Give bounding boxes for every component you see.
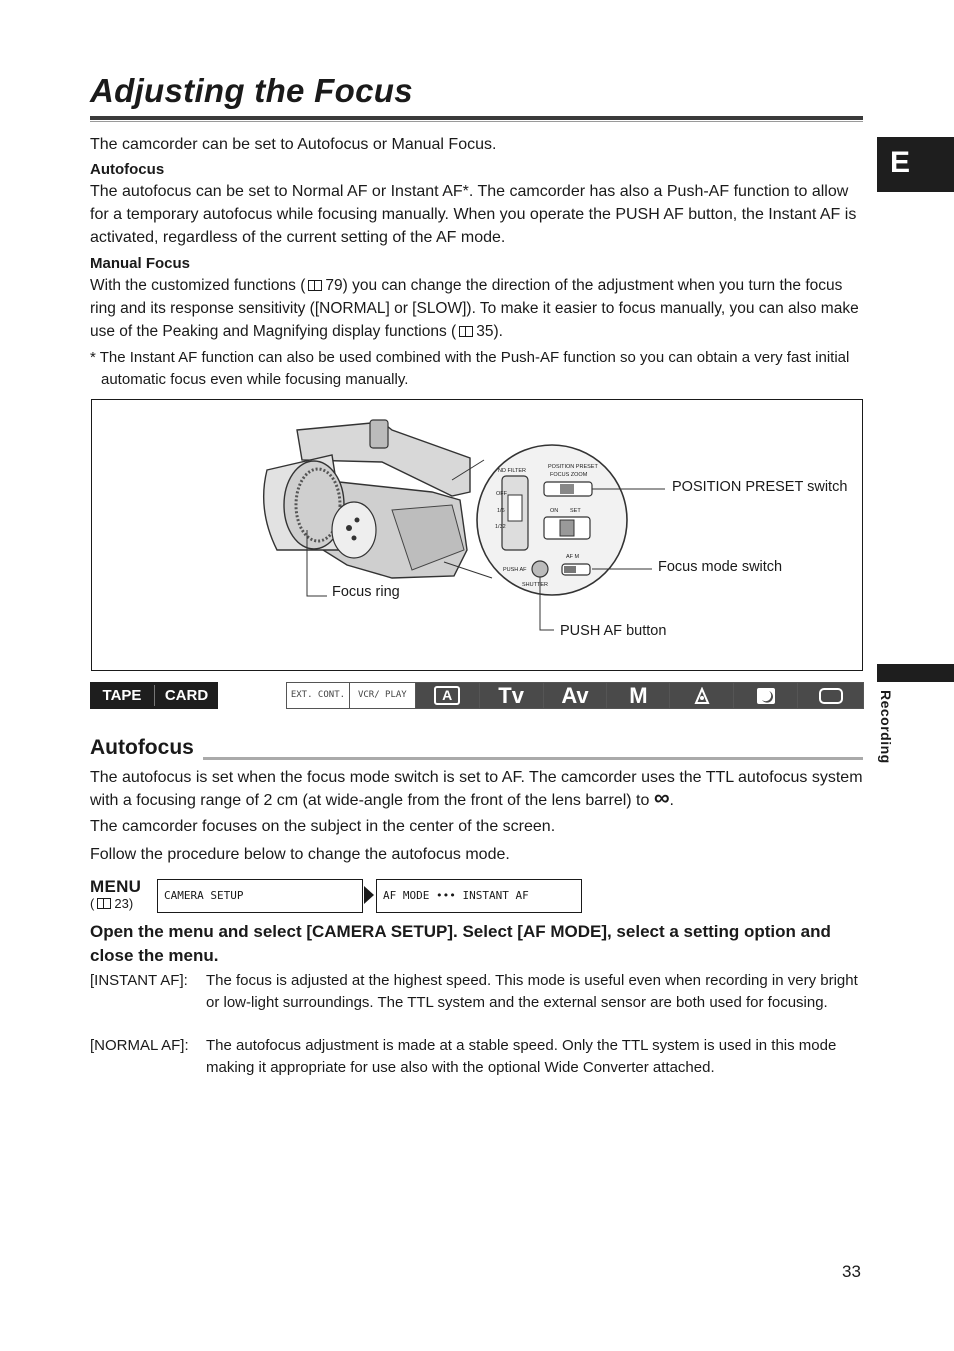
inset-set: SET (570, 508, 581, 514)
night-icon (734, 683, 798, 708)
inset-nd-filter: ND FILTER (498, 468, 527, 474)
menu-reference: ( 23) (90, 896, 134, 911)
inset-on: ON (550, 508, 559, 514)
card-badge: CARD (164, 687, 209, 704)
manual-text-part3: ). (493, 323, 503, 340)
menu-label: MENU (90, 877, 142, 896)
inset-off: OFF (496, 491, 507, 497)
push-af-label: PUSH AF button (560, 623, 667, 639)
manual-focus-paragraph (90, 274, 865, 343)
mode-tv: Tv (480, 683, 544, 708)
mode-ext-cont: EXT. CONT. (287, 683, 350, 708)
normal-af-desc: The autofocus adjustment is made at a stable speed. Only the TTL system is used in this mode making it appropriate for use also with the optional Wide Converter attached. (206, 1037, 837, 1076)
inset-push-af: PUSH AF (503, 567, 527, 573)
instant-af-term: [INSTANT AF]: (90, 972, 188, 989)
mode-auto-icon: A (434, 686, 460, 705)
tape-badge: TAPE (102, 687, 142, 704)
menu-arrow-icon (364, 886, 374, 904)
frame-icon (798, 683, 863, 708)
mode-vcr-play: VCR/ PLAY (350, 683, 416, 708)
spotlight-icon (670, 683, 734, 708)
footnote: * The Instant AF function can also be used combined with the Push-AF function so you can obtain a very fast initial automatic focus even while focusing manually. (90, 349, 850, 388)
focus-ring-label: Focus ring (332, 584, 400, 600)
manual-text-part2: ) you can change the direction of the adjustment when you turn the focus ring and its response sensitivity ([NORMAL] or [SLOW]). To make it easier to focus manually, you can also make use of the Peaking and Magnifying display functions ( (90, 277, 859, 340)
menu-box-af-mode: AF MODE ••• INSTANT AF (376, 879, 582, 913)
title-rule-thin (90, 121, 863, 122)
inset-1-32: 1/32 (495, 524, 506, 530)
section-side-bar (877, 664, 954, 682)
title-rule (90, 116, 863, 120)
book-reference-icon (97, 898, 111, 909)
book-reference-icon (308, 280, 322, 291)
page-number: 33 (842, 1262, 861, 1281)
inset-af-m: AF M (566, 554, 580, 560)
inset-focus-zoom: FOCUS ZOOM (550, 472, 588, 478)
intro-text: The camcorder can be set to Autofocus or Manual Focus. (90, 136, 497, 153)
mode-bar (286, 682, 864, 709)
section-paragraph-2: The camcorder focuses on the subject in the center of the screen. (90, 818, 556, 835)
normal-af-term: [NORMAL AF]: (90, 1037, 189, 1054)
section-p1-text: The autofocus is set when the focus mode switch is set to AF. The camcorder uses the TTL autofocus system with a focusing range of 2 cm (at wide-angle from the front of the lens barrel) to (90, 769, 863, 809)
camcorder-illustration (92, 400, 864, 672)
infinity-icon: ∞ (653, 785, 670, 810)
camcorder-figure (91, 399, 863, 671)
section-paragraph-3: Follow the procedure below to change the autofocus mode. (90, 846, 510, 863)
instant-af-desc: The focus is adjusted at the highest speed. This mode is useful even when recording in very bright or low-light surroundings. The TTL system and the external sensor are both used for focusing. (206, 972, 858, 1011)
step-instruction: Open the menu and select [CAMERA SETUP]. Select [AF MODE], select a setting option and close the menu. (90, 922, 831, 965)
page-title: Adjusting the Focus (90, 72, 413, 109)
mode-m: M (607, 683, 670, 708)
section-side-label: Recording (878, 690, 894, 764)
section-rule (203, 757, 863, 760)
manual-text-part1: With the customized functions ( (90, 277, 306, 294)
media-bar (90, 682, 218, 709)
inset-position-preset: POSITION PRESET (548, 464, 598, 470)
inset-1-6: 1/6 (497, 508, 505, 514)
position-preset-label: POSITION PRESET switch (672, 479, 848, 495)
language-tab: E (877, 137, 954, 192)
inset-shutter: SHUTTER (522, 582, 548, 588)
manual-ref-35: 35 (476, 323, 494, 340)
menu-box-camera-setup: CAMERA SETUP (157, 879, 363, 913)
book-reference-icon (459, 326, 473, 337)
menu-ref-number: 23 (114, 896, 129, 911)
manual-focus-subheading: Manual Focus (90, 255, 191, 272)
section-title: Autofocus (90, 736, 194, 759)
autofocus-paragraph: The autofocus can be set to Normal AF or Instant AF*. The camcorder has also a Push-AF function to allow for a temporary autofocus while focusing manually. When you operate the PUSH AF button, the Instant AF is activated, regardless of the current setting of the AF mode. (90, 183, 857, 246)
mode-av: Av (544, 683, 608, 708)
mode-auto (416, 683, 480, 708)
focus-mode-label: Focus mode switch (658, 559, 783, 575)
autofocus-subheading: Autofocus (90, 161, 165, 178)
manual-ref-79: 79 (325, 277, 343, 294)
section-paragraph-1: The autofocus is set when the focus mode switch is set to AF. The camcorder uses the TTL autofocus system with a focusing range of 2 cm (at wide-angle from the front of the lens barrel) to ∞. (90, 769, 863, 810)
